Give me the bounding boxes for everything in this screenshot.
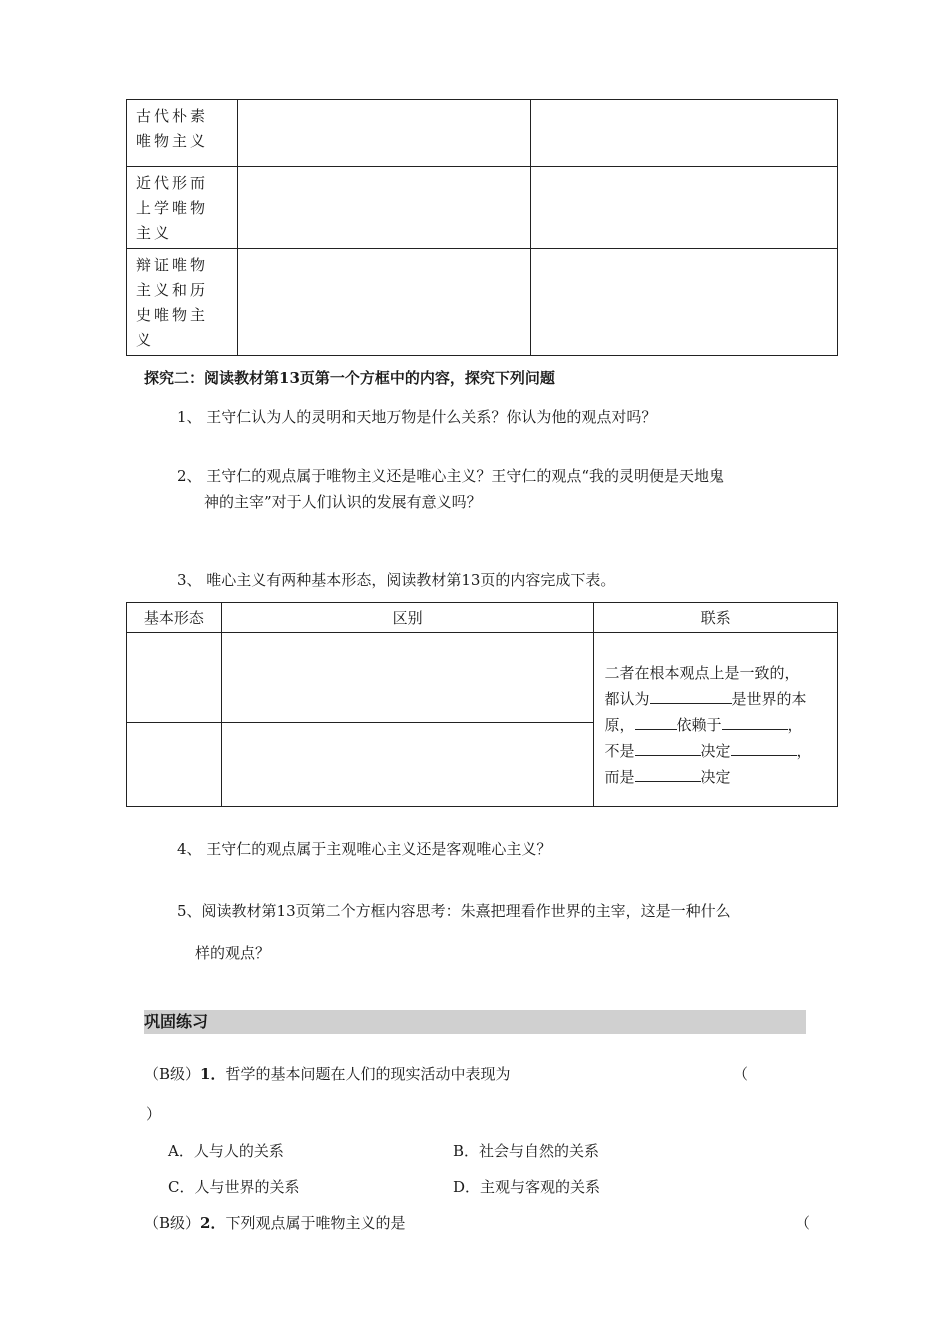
- question-number: 2．: [200, 1214, 226, 1232]
- row-label: [127, 249, 238, 356]
- link-line: [604, 686, 831, 712]
- question-4: 4、 王守仁的观点属于主观唯心主义还是客观唯心主义？: [177, 840, 552, 858]
- link-text: 决定: [700, 742, 731, 760]
- fill-blank[interactable]: [731, 738, 797, 756]
- table-cell[interactable]: [221, 633, 594, 723]
- option-c[interactable]: C．人与世界的关系: [168, 1178, 300, 1196]
- table-cell[interactable]: [237, 249, 530, 356]
- row-label-line: 辩证唯物: [136, 256, 209, 274]
- question-3: 3、 唯心主义有两种基本形态，阅读教材第13页的内容完成下表。: [177, 571, 616, 589]
- row-label-line: 史唯物主: [136, 306, 209, 324]
- explore2-heading: 探究二：阅读教材第13页第一个方框中的内容，探究下列问题: [144, 369, 555, 387]
- answer-paren-close: ）: [146, 1105, 162, 1123]
- link-line: [604, 738, 831, 764]
- row-label-line: 唯物主义: [136, 132, 209, 150]
- link-text: 而是: [604, 768, 635, 786]
- answer-paren-open: （: [795, 1214, 811, 1232]
- link-text: 是世界的本: [731, 690, 807, 708]
- header-cell: 区别: [221, 603, 594, 633]
- link-line: 二者在根本观点上是一致的，: [604, 664, 800, 682]
- link-text: ，: [796, 742, 812, 760]
- link-cell: [594, 633, 838, 807]
- link-line: [604, 764, 831, 790]
- question-5-line1: 5、阅读教材第13页第二个方框内容思考：朱熹把理看作世界的主宰，这是一种什么: [177, 902, 731, 920]
- link-text: 不是: [604, 742, 635, 760]
- fill-blank[interactable]: [635, 712, 677, 730]
- option-a[interactable]: A．人与人的关系: [168, 1142, 284, 1160]
- fill-blank[interactable]: [635, 738, 701, 756]
- practice-question-2: [144, 1212, 405, 1233]
- question-text: 下列观点属于唯物主义的是: [225, 1214, 406, 1232]
- table-cell[interactable]: [531, 249, 838, 356]
- row-label: [127, 100, 238, 167]
- table-cell[interactable]: [221, 723, 594, 807]
- link-text: ，: [787, 716, 803, 734]
- link-text: 原，: [604, 716, 635, 734]
- table-cell[interactable]: [237, 100, 530, 167]
- header-cell: 联系: [594, 603, 838, 633]
- question-1: 1、 王守仁认为人的灵明和天地万物是什么关系？你认为他的观点对吗？: [177, 408, 657, 426]
- question-2-line2: 神的主宰”对于人们认识的发展有意义吗？: [204, 493, 482, 511]
- row-label-line: 义: [136, 331, 155, 349]
- table-cell[interactable]: [531, 100, 838, 167]
- row-label-line: 上学唯物: [136, 199, 209, 217]
- option-b[interactable]: B．社会与自然的关系: [453, 1142, 600, 1160]
- practice-question-1: [144, 1063, 510, 1084]
- idealism-table: [126, 602, 838, 807]
- row-label-line: 古代朴素: [136, 107, 209, 125]
- option-d[interactable]: D．主观与客观的关系: [453, 1178, 601, 1196]
- row-label: [127, 167, 238, 249]
- practice-title: 巩固练习: [144, 1010, 806, 1034]
- level-tag: （B级）: [144, 1065, 201, 1083]
- fill-blank[interactable]: [635, 764, 701, 782]
- link-text: 决定: [700, 768, 731, 786]
- link-text: 都认为: [604, 690, 650, 708]
- link-text: 依赖于: [676, 716, 722, 734]
- materialism-table: [126, 99, 838, 356]
- table-cell[interactable]: [237, 167, 530, 249]
- header-cell: 基本形态: [127, 603, 222, 633]
- table-cell[interactable]: [531, 167, 838, 249]
- table-cell[interactable]: [127, 633, 222, 723]
- question-number: 1．: [200, 1065, 226, 1083]
- question-text: 哲学的基本问题在人们的现实活动中表现为: [225, 1065, 511, 1083]
- row-label-line: 主义和历: [136, 281, 209, 299]
- fill-blank[interactable]: [650, 686, 732, 704]
- fill-blank[interactable]: [722, 712, 788, 730]
- row-label-line: 主义: [136, 224, 173, 242]
- link-line: [604, 712, 831, 738]
- row-label-line: 近代形而: [136, 174, 209, 192]
- level-tag: （B级）: [144, 1214, 201, 1232]
- question-2-line1: 2、 王守仁的观点属于唯物主义还是唯心主义？王守仁的观点“我的灵明便是天地鬼: [177, 467, 724, 485]
- table-cell[interactable]: [127, 723, 222, 807]
- answer-paren-open: （: [733, 1065, 749, 1083]
- question-5-line2: 样的观点？: [195, 944, 271, 962]
